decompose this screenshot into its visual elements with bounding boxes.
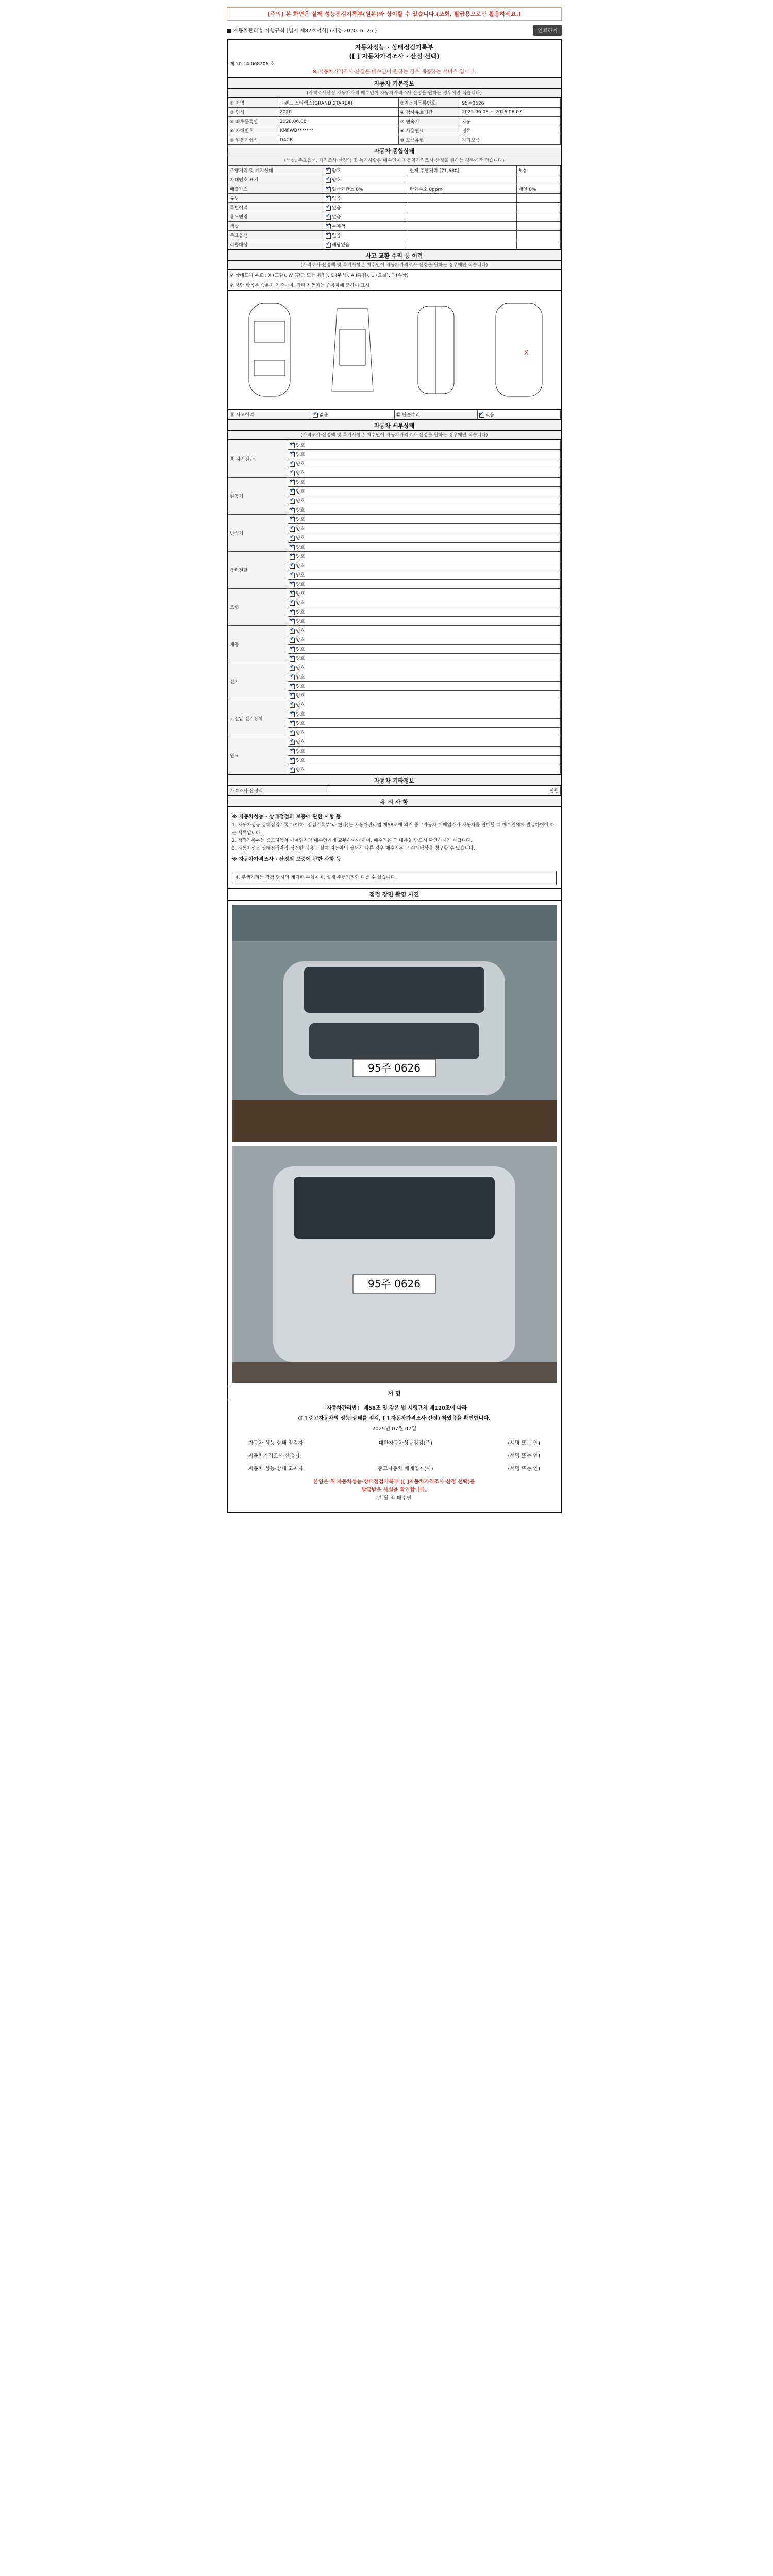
detail-state: ✔양호 bbox=[288, 524, 561, 533]
detail-row bbox=[228, 737, 561, 747]
general-status-row bbox=[228, 175, 561, 184]
checkbox-icon bbox=[290, 693, 295, 699]
detail-state: ✔양호 bbox=[288, 552, 561, 561]
note-item: 2. 점검기록부는 중고자동차 매매업자가 매수인에게 교부하여야 하며, 매수인은 그 내용을 반드시 확인하시기 바랍니다. bbox=[232, 838, 472, 843]
detail-row bbox=[228, 478, 561, 487]
checkbox-icon bbox=[290, 489, 295, 495]
price-label: 가격조사 산정액 bbox=[228, 786, 328, 795]
checkbox-icon bbox=[326, 178, 331, 183]
checkbox-icon bbox=[290, 675, 295, 680]
general-value: ✔ 없음 bbox=[324, 212, 408, 222]
detail-state: ✔양호 bbox=[288, 691, 561, 700]
detail-state: ✔양호 bbox=[288, 607, 561, 617]
checkbox-icon bbox=[290, 638, 295, 643]
basic-value: KMFWB******* bbox=[278, 126, 398, 135]
general-status-row bbox=[228, 203, 561, 212]
detail-state: ✔양호 bbox=[288, 533, 561, 543]
checkbox-icon bbox=[290, 443, 295, 448]
simple-repair-value: 있음 bbox=[485, 413, 495, 418]
checkbox-icon bbox=[290, 684, 295, 689]
detail-state: ✔양호 bbox=[288, 682, 561, 691]
record-warning: ※ 자동차가격조사·산정은 매수인이 원하는 경우 제공하는 서비스 입니다. bbox=[312, 69, 476, 75]
general-value: ✔ 양호 bbox=[324, 166, 408, 175]
general-label: 리콜대상 bbox=[228, 240, 324, 249]
general-value: ✔ 무채색 bbox=[324, 222, 408, 231]
inspection-record bbox=[227, 39, 562, 1513]
basic-info-row bbox=[228, 98, 561, 108]
general-value: ✔ 일산화탄소 0% bbox=[324, 184, 408, 194]
basic-label: ⑧ 사용연료 bbox=[398, 126, 460, 135]
detail-state: ✔양호 bbox=[288, 672, 561, 682]
notes-heading-inspection: ※ 자동차성능 · 상태점검의 보증에 관한 사항 등 bbox=[232, 814, 341, 820]
detail-state: ✔양호 bbox=[288, 580, 561, 589]
general-note bbox=[517, 212, 561, 222]
checkbox-icon bbox=[290, 731, 295, 736]
checkbox-icon bbox=[290, 499, 295, 504]
basic-label: ① 차명 bbox=[228, 98, 278, 108]
general-note bbox=[517, 194, 561, 203]
general-status-row bbox=[228, 222, 561, 231]
checkbox-icon bbox=[290, 629, 295, 634]
rear-plate-text: 95주 0626 bbox=[367, 1278, 421, 1290]
general-status-row bbox=[228, 212, 561, 222]
detail-state: ✔양호 bbox=[288, 468, 561, 478]
top-bar bbox=[227, 25, 562, 36]
note-item: 3. 자동차성능·상태점검자가 점검한 내용과 실제 자동차의 상태가 다른 경우 매수인은 그 손해배상을 청구할 수 있습니다. bbox=[232, 846, 475, 851]
checkbox-icon bbox=[290, 573, 295, 578]
general-detail bbox=[408, 194, 516, 203]
checkbox-icon bbox=[290, 527, 295, 532]
inspector-label: 자동차 성능·상태 점검자 bbox=[248, 1440, 304, 1446]
confirm-line2: 발급받은 사실을 확인합니다. bbox=[361, 1487, 427, 1493]
basic-value: 95주0626 bbox=[460, 98, 561, 108]
checkbox-icon bbox=[290, 582, 295, 587]
general-note bbox=[517, 240, 561, 249]
general-note bbox=[517, 175, 561, 184]
notes-heading-price: ※ 자동차가격조사 · 산정의 보증에 관한 사항 등 bbox=[232, 857, 341, 862]
notes-block bbox=[228, 807, 561, 868]
general-note bbox=[517, 203, 561, 212]
detail-group: 원동기 bbox=[228, 478, 288, 515]
checkbox-icon bbox=[326, 215, 331, 220]
basic-value: 2020 bbox=[278, 108, 398, 117]
detail-state: ✔양호 bbox=[288, 709, 561, 719]
general-detail bbox=[408, 240, 516, 249]
checkbox-icon bbox=[326, 233, 331, 239]
checkbox-icon bbox=[326, 187, 331, 192]
car-underbody-view bbox=[405, 298, 467, 401]
detail-group: 동력전달 bbox=[228, 552, 288, 589]
general-label: 특별이력 bbox=[228, 203, 324, 212]
general-value: ✔ 없음 bbox=[324, 203, 408, 212]
basic-value: 자동 bbox=[460, 117, 561, 126]
general-label: 차대번호 표기 bbox=[228, 175, 324, 184]
vehicle-rear-photo bbox=[232, 1146, 557, 1383]
record-number: 제 20-14-068206 호 bbox=[230, 62, 275, 67]
checkbox-icon bbox=[326, 168, 331, 174]
general-note bbox=[517, 231, 561, 240]
detail-state: ✔양호 bbox=[288, 598, 561, 607]
general-label: 색상 bbox=[228, 222, 324, 231]
notifier-name: 중고자동차 매매업자(사) bbox=[378, 1466, 433, 1472]
basic-info-subtitle: (가격조사산정 자동차가격 매수인이 자동차가격조사·산정을 원하는 경우에만 적습니다) bbox=[228, 89, 561, 98]
detail-row bbox=[228, 700, 561, 709]
detail-title: 자동차 세부상태 bbox=[228, 419, 561, 431]
document bbox=[227, 7, 562, 1513]
print-button[interactable]: 인쇄하기 bbox=[533, 25, 562, 36]
checkbox-icon bbox=[290, 749, 295, 754]
checkbox-icon bbox=[290, 480, 295, 485]
general-status-row bbox=[228, 194, 561, 203]
record-header bbox=[228, 40, 561, 77]
basic-info-row bbox=[228, 108, 561, 117]
detail-state: ✔양호 bbox=[288, 719, 561, 728]
notifier-label: 자동차 성능·상태 고지자 bbox=[248, 1466, 304, 1472]
checkbox-icon bbox=[326, 243, 331, 248]
detail-group: 제동 bbox=[228, 626, 288, 663]
front-plate-text: 95주 0626 bbox=[367, 1062, 421, 1074]
confirm-line3: 년 월 일 매수인 bbox=[377, 1496, 412, 1501]
basic-info-title: 자동차 기본정보 bbox=[228, 77, 561, 89]
basic-label: ④ 검사유효기간 bbox=[398, 108, 460, 117]
confirm-line1: 본인은 위 자동차성능·상태점검기록부 ([ ]자동차가격조사·산정 선택)를 bbox=[313, 1479, 475, 1485]
general-detail bbox=[408, 175, 516, 184]
basic-label: ⑨ 원동기형식 bbox=[228, 135, 278, 145]
detail-row bbox=[228, 440, 561, 450]
appraiser-sig: (서명 또는 인) bbox=[508, 1453, 540, 1459]
detail-row bbox=[228, 663, 561, 672]
notes-title: 유 의 사 항 bbox=[228, 795, 561, 807]
detail-state: ✔양호 bbox=[288, 543, 561, 552]
checkbox-icon bbox=[290, 647, 295, 652]
record-subtitle: ([ ] 자동차가격조사 · 산정 선택) bbox=[349, 53, 440, 60]
status-legend: ※ 상태표시 부호 : X (교환), W (판금 또는 용접), C (부식), A (흠집), U (요철), T (손상) bbox=[228, 270, 561, 280]
detail-state: ✔양호 bbox=[288, 654, 561, 663]
sign-line2: ([ ] 중고자동차의 성능·상태를 점검, [ ] 자동차가격조사·산정) 하였음을 확인합니다. bbox=[298, 1416, 491, 1421]
detail-state: ✔양호 bbox=[288, 700, 561, 709]
checkbox-icon bbox=[290, 656, 295, 662]
car-diagram bbox=[228, 291, 561, 410]
checkbox-icon bbox=[290, 452, 295, 457]
car-interior-view bbox=[322, 298, 383, 401]
basic-label: ⑦ 변속기 bbox=[398, 117, 460, 126]
detail-state: ✔양호 bbox=[288, 765, 561, 774]
sign-row-inspector bbox=[228, 1438, 561, 1446]
svg-text:X: X bbox=[524, 349, 529, 357]
detail-table bbox=[228, 440, 561, 774]
sign-row-appraiser bbox=[228, 1451, 561, 1459]
detail-state: ✔양호 bbox=[288, 663, 561, 672]
checkbox-icon bbox=[326, 196, 331, 201]
checkbox-icon bbox=[290, 619, 295, 624]
basic-label: ⑩ 보증유형 bbox=[398, 135, 460, 145]
general-status-row bbox=[228, 184, 561, 194]
checkbox-icon bbox=[290, 758, 295, 764]
checkbox-icon bbox=[290, 462, 295, 467]
basic-value: D4CB bbox=[278, 135, 398, 145]
sign-row-notifier bbox=[228, 1464, 561, 1472]
general-detail bbox=[408, 231, 516, 240]
basic-value: 자가보증 bbox=[460, 135, 561, 145]
car-side-view bbox=[488, 298, 550, 401]
general-detail bbox=[408, 203, 516, 212]
detail-state: ✔양호 bbox=[288, 570, 561, 580]
checkbox-icon bbox=[290, 712, 295, 717]
checkbox-icon bbox=[290, 517, 295, 522]
detail-state: ✔양호 bbox=[288, 737, 561, 747]
general-label: 주요옵션 bbox=[228, 231, 324, 240]
detail-state: ✔양호 bbox=[288, 440, 561, 450]
detail-row bbox=[228, 552, 561, 561]
car-front-view bbox=[239, 298, 300, 401]
detail-state: ✔양호 bbox=[288, 728, 561, 737]
detail-subtitle: (가격조사·산정액 및 특기사항은 매수인이 자동차가격조사·산정을 원하는 경우에만 적습니다) bbox=[228, 431, 561, 440]
general-value: ✔ 해당없음 bbox=[324, 240, 408, 249]
basic-value: 2020.06.08 bbox=[278, 117, 398, 126]
general-label: 주행거리 및 계기상태 bbox=[228, 166, 324, 175]
detail-state: ✔양호 bbox=[288, 645, 561, 654]
basic-info-row bbox=[228, 117, 561, 126]
checkbox-icon bbox=[290, 601, 295, 606]
checkbox-icon bbox=[290, 740, 295, 745]
checkbox-icon bbox=[290, 554, 295, 560]
checkbox-icon bbox=[290, 545, 295, 550]
appraiser-label: 자동차가격조사·산정자 bbox=[248, 1453, 300, 1459]
notifier-sig: (서명 또는 인) bbox=[508, 1466, 540, 1472]
checkbox-icon bbox=[290, 471, 295, 476]
detail-row bbox=[228, 626, 561, 635]
basic-value: 경유 bbox=[460, 126, 561, 135]
general-label: 튜닝 bbox=[228, 194, 324, 203]
detail-state: ✔양호 bbox=[288, 478, 561, 487]
basic-info-row bbox=[228, 126, 561, 135]
general-label: 배출가스 bbox=[228, 184, 324, 194]
detail-group: 변속기 bbox=[228, 515, 288, 552]
vehicle-front-photo bbox=[232, 905, 557, 1142]
detail-state: ✔양호 bbox=[288, 635, 561, 645]
detail-group: 연료 bbox=[228, 737, 288, 774]
sign-title: 서 명 bbox=[228, 1387, 561, 1399]
buyer-confirmation bbox=[228, 1472, 561, 1512]
photo-title: 점검 장면 촬영 사진 bbox=[228, 888, 561, 901]
general-detail bbox=[408, 212, 516, 222]
warning-notice: [주의] 본 화면은 실제 성능점검기록부(원본)와 상이할 수 있습니다.(조회, 발급용으로만 활용하세요.) bbox=[227, 7, 562, 21]
general-label: 용도변경 bbox=[228, 212, 324, 222]
detail-group: 고전압 전기장치 bbox=[228, 700, 288, 737]
general-value: ✔ 없음 bbox=[324, 194, 408, 203]
price-table bbox=[228, 786, 561, 795]
detail-row bbox=[228, 515, 561, 524]
sign-date: 2025년 07월 07일 bbox=[372, 1426, 417, 1432]
note-item: 1. 자동차성능·상태점검기록부(이하 "점검기록부"라 한다)는 자동차관리법 제58조에 의거 중고자동차 매매업자가 자동차를 판매할 때 매수인에게 발급하여야 하는 서류입니다. bbox=[232, 823, 554, 836]
general-note bbox=[517, 222, 561, 231]
detail-state: ✔양호 bbox=[288, 747, 561, 756]
checkbox-icon bbox=[290, 591, 295, 597]
general-value: ✔ 없음 bbox=[324, 231, 408, 240]
detail-state: ✔양호 bbox=[288, 617, 561, 626]
detail-state: ✔양호 bbox=[288, 496, 561, 505]
detail-state: ✔양호 bbox=[288, 515, 561, 524]
general-status-subtitle: (색상, 주요옵션, 가격조사·산정액 및 특기사항은 매수인이 자동차가격조사·산정을 원하는 경우에만 적습니다) bbox=[228, 156, 561, 165]
detail-state: ✔양호 bbox=[288, 450, 561, 459]
detail-state: ✔양호 bbox=[288, 589, 561, 598]
accident-subtitle: (가격조사·산정액 및 특기사항은 매수인이 자동차가격조사·산정을 원하는 경우에만 적습니다) bbox=[228, 261, 561, 270]
basic-info-row bbox=[228, 135, 561, 145]
detail-row bbox=[228, 589, 561, 598]
checkbox-icon bbox=[326, 206, 331, 211]
general-status-row bbox=[228, 166, 561, 175]
basic-value: 2025.06.08 ~ 2026.06.07 bbox=[460, 108, 561, 117]
basic-label: ③ 연식 bbox=[228, 108, 278, 117]
detail-group: 조향 bbox=[228, 589, 288, 626]
general-note: 보통 bbox=[517, 166, 561, 175]
checkbox-icon bbox=[290, 768, 295, 773]
basic-label: ⑤ 최초등록일 bbox=[228, 117, 278, 126]
detail-state: ✔양호 bbox=[288, 756, 561, 765]
checkbox-icon bbox=[326, 224, 331, 229]
checkbox-icon bbox=[290, 666, 295, 671]
accident-history-value: 없음 bbox=[319, 413, 328, 418]
checkbox-icon bbox=[290, 703, 295, 708]
general-value: ✔ 양호 bbox=[324, 175, 408, 184]
checkbox-icon bbox=[290, 536, 295, 541]
detail-state: ✔양호 bbox=[288, 487, 561, 496]
general-status-row bbox=[228, 231, 561, 240]
general-status-table bbox=[228, 165, 561, 249]
detail-state: ✔양호 bbox=[288, 561, 561, 570]
basic-value: 그랜드 스타렉스(GRAND STAREX) bbox=[278, 98, 398, 108]
general-detail: 현재 주행거리 [71,680] bbox=[408, 166, 516, 175]
sign-line1: 「자동차관리법」 제58조 및 같은 법 시행규칙 제120조에 따라 bbox=[321, 1405, 467, 1411]
checkbox-icon bbox=[290, 508, 295, 513]
inspector-sig: (서명 또는 인) bbox=[508, 1440, 540, 1446]
general-detail bbox=[408, 222, 516, 231]
sign-block bbox=[228, 1399, 561, 1438]
status-legend-note: ※ 하단 항목은 승용차 기준이며, 기타 자동차는 승용차에 준하여 표시 bbox=[228, 280, 561, 291]
record-title: 자동차성능 · 상태점검기록부 bbox=[355, 44, 434, 51]
checkbox-icon bbox=[290, 721, 295, 726]
accident-table: ⑪ 사고이력 ✔ 없음 ⑫ 단순수리 ✔ 있음 bbox=[228, 410, 561, 419]
general-status-row bbox=[228, 240, 561, 249]
notes-box: 4. 주행거리는 점검 당시의 계기판 수치이며, 실제 주행거리와 다를 수 있습니다. bbox=[232, 871, 557, 885]
detail-state: ✔양호 bbox=[288, 626, 561, 635]
accident-title: 사고 교환 수리 등 이력 bbox=[228, 249, 561, 261]
detail-group: 전기 bbox=[228, 663, 288, 700]
detail-state: ✔양호 bbox=[288, 505, 561, 515]
checkbox-icon bbox=[290, 610, 295, 615]
basic-label: ②자동차등록번호 bbox=[398, 98, 460, 108]
basic-label: ⑥ 차대번호 bbox=[228, 126, 278, 135]
basic-info-table bbox=[228, 98, 561, 145]
other-info-title: 자동차 기타정보 bbox=[228, 774, 561, 786]
checkbox-icon bbox=[290, 564, 295, 569]
detail-state: ✔양호 bbox=[288, 459, 561, 468]
general-status-title: 자동차 종합상태 bbox=[228, 145, 561, 156]
general-detail: 탄화수소 0ppm bbox=[408, 184, 516, 194]
detail-group: ⑪ 자기진단 bbox=[228, 440, 288, 478]
inspector-name: 대한자동차성능점검(주) bbox=[378, 1440, 433, 1446]
general-note: 매연 0% bbox=[517, 184, 561, 194]
form-number: ■ 자동차관리법 시행규칙 [별지 제82호서식] (개정 2020. 6. 26.) bbox=[227, 28, 377, 34]
price-unit: 만원 bbox=[328, 786, 561, 795]
